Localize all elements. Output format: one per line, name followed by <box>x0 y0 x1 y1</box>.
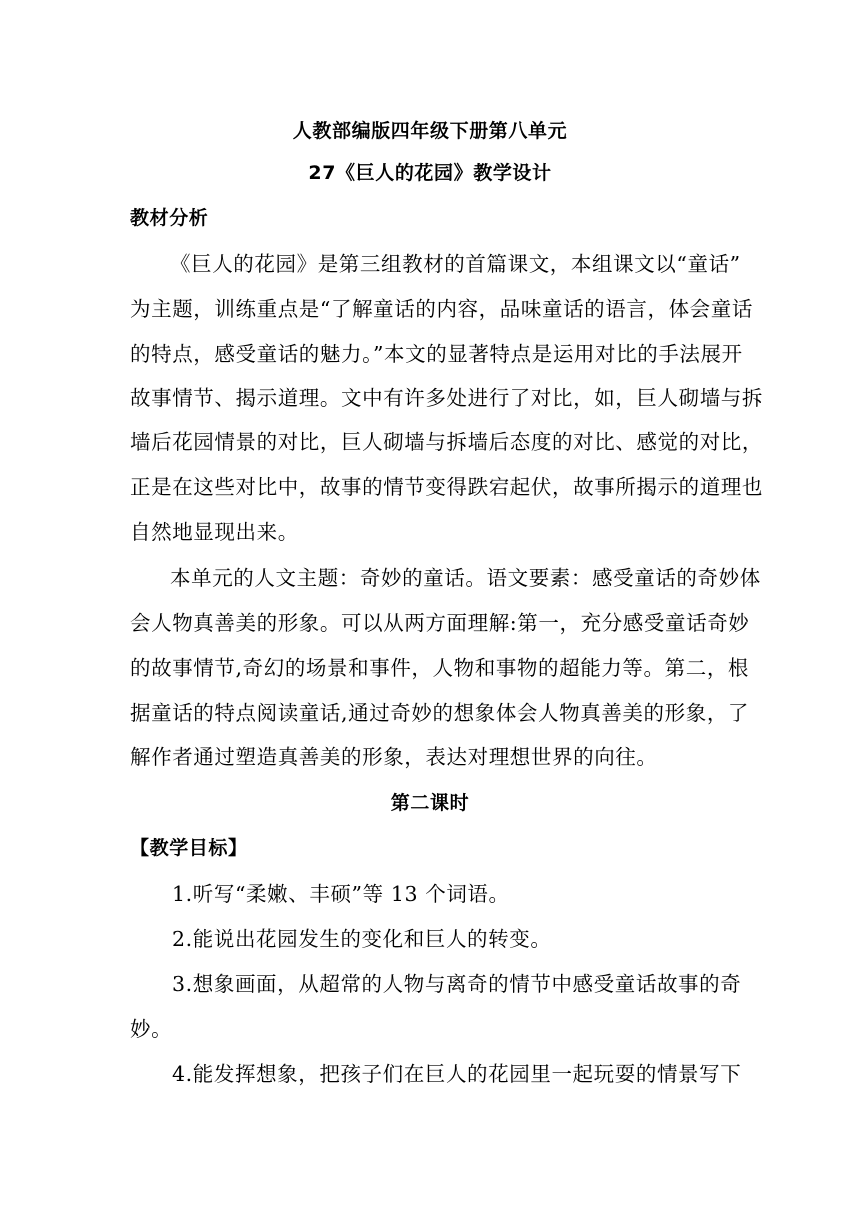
doc-title-line2: 27《巨人的花园》教学设计 <box>308 162 552 184</box>
paragraph-line: 为主题，训练重点是“了解童话的内容，品味童话的语言，体会童话 <box>130 297 753 321</box>
goal-item-continuation: 妙。 <box>130 1017 173 1041</box>
lesson-title: 第二课时 <box>390 792 470 814</box>
paragraph-line: 的特点，感受童话的魅力。”本文的显著特点是运用对比的手法展开 <box>130 342 743 366</box>
goal-item: 4.能发挥想象，把孩子们在巨人的花园里一起玩耍的情景写下 <box>172 1062 742 1086</box>
paragraph-line: 的故事情节,奇幻的场景和事件，人物和事物的超能力等。第二，根 <box>130 656 750 680</box>
paragraph-line: 正是在这些对比中，故事的情节变得跌宕起伏，故事所揭示的道理也 <box>130 475 763 499</box>
section-heading-analysis: 教材分析 <box>130 207 209 229</box>
doc-title-line1: 人教部编版四年级下册第八单元 <box>292 120 568 142</box>
paragraph-line: 据童话的特点阅读童话,通过奇妙的想象体会人物真善美的形象，了 <box>130 701 750 725</box>
paragraph-line: 会人物真善美的形象。可以从两方面理解:第一，充分感受童话奇妙 <box>130 611 750 635</box>
goal-item: 2.能说出花园发生的变化和巨人的转变。 <box>172 927 552 951</box>
section-heading-goals: 【教学目标】 <box>130 837 248 859</box>
paragraph-line: 自然地显现出来。 <box>130 520 299 544</box>
paragraph-line: 墙后花园情景的对比，巨人砌墙与拆墙后态度的对比、感觉的对比， <box>130 430 763 454</box>
goal-item: 3.想象画面，从超常的人物与离奇的情节中感受童话故事的奇 <box>172 972 742 996</box>
paragraph-line: 本单元的人文主题：奇妙的童话。语文要素：感受童话的奇妙体 <box>170 566 761 590</box>
paragraph-line: 《巨人的花园》是第三组教材的首篇课文，本组课文以“童话” <box>170 252 741 276</box>
goal-item: 1.听写“柔嫩、丰硕”等 13 个词语。 <box>172 882 510 906</box>
paragraph-line: 故事情节、揭示道理。文中有许多处进行了对比，如，巨人砌墙与拆 <box>130 386 763 410</box>
paragraph-line: 解作者通过塑造真善美的形象，表达对理想世界的向往。 <box>130 745 658 769</box>
